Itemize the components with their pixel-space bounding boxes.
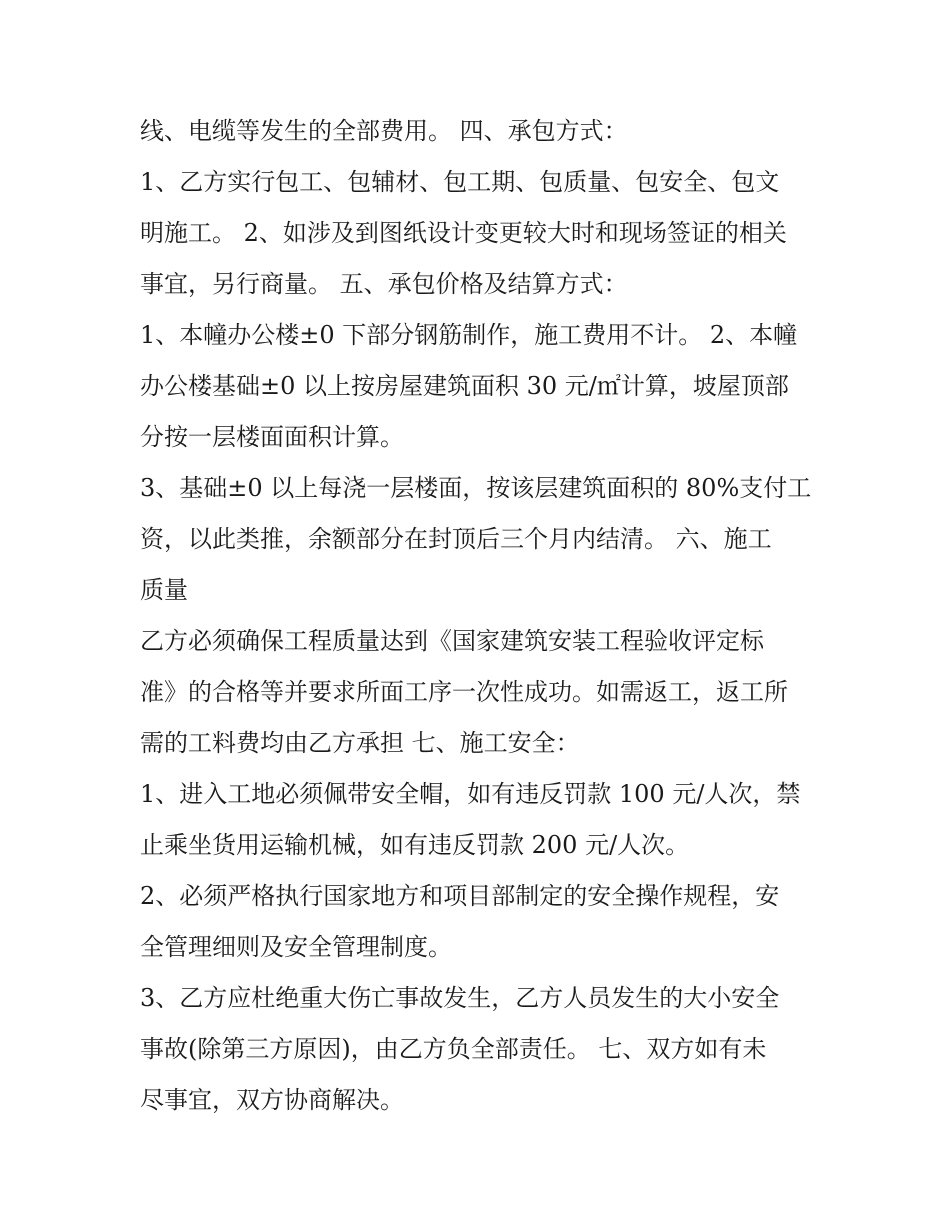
text-line: 事宜，另行商量。 五、承包价格及结算方式：: [140, 270, 628, 298]
text-line: 办公楼基础±0 以上按房屋建筑面积 30 元/㎡计算，坡屋顶部: [140, 372, 789, 400]
text-line: 资，以此类推，余额部分在封顶后三个月内结清。 六、施工: [140, 525, 772, 553]
text-line: 止乘坐货用运输机械，如有违反罚款 200 元/人次。: [140, 831, 690, 859]
text-line: 1、本幢办公楼±0 下部分钢筋制作，施工费用不计。 2、本幢: [140, 321, 798, 349]
text-line: 1、进入工地必须佩带安全帽，如有违反罚款 100 元/人次，禁: [140, 780, 801, 808]
text-line: 明施工。 2、如涉及到图纸设计变更较大时和现场签证的相关: [140, 219, 787, 247]
text-line: 3、基础±0 以上每浇一层楼面，按该层建筑面积的 80%支付工: [140, 474, 812, 502]
text-line: 质量: [140, 576, 188, 604]
text-line: 线、电缆等发生的全部费用。 四、承包方式：: [140, 117, 628, 145]
text-line: 尽事宜，双方协商解决。: [140, 1086, 404, 1114]
text-line: 3、乙方应杜绝重大伤亡事故发生，乙方人员发生的大小安全: [140, 984, 780, 1012]
text-line: 事故(除第三方原因)，由乙方负全部责任。 七、双方如有未: [140, 1035, 767, 1063]
text-line: 需的工料费均由乙方承担 七、施工安全：: [140, 729, 580, 757]
text-line: 2、必须严格执行国家地方和项目部制定的安全操作规程，安: [140, 882, 780, 910]
text-line: 准》的合格等并要求所面工序一次性成功。如需返工，返工所: [140, 678, 788, 706]
document-body: [140, 106, 820, 1126]
text-line: 1、乙方实行包工、包辅材、包工期、包质量、包安全、包文: [140, 168, 780, 196]
text-line: 乙方必须确保工程质量达到《国家建筑安装工程验收评定标: [140, 627, 764, 655]
text-line: 全管理细则及安全管理制度。: [140, 933, 452, 961]
text-line: 分按一层楼面面积计算。: [140, 423, 404, 451]
